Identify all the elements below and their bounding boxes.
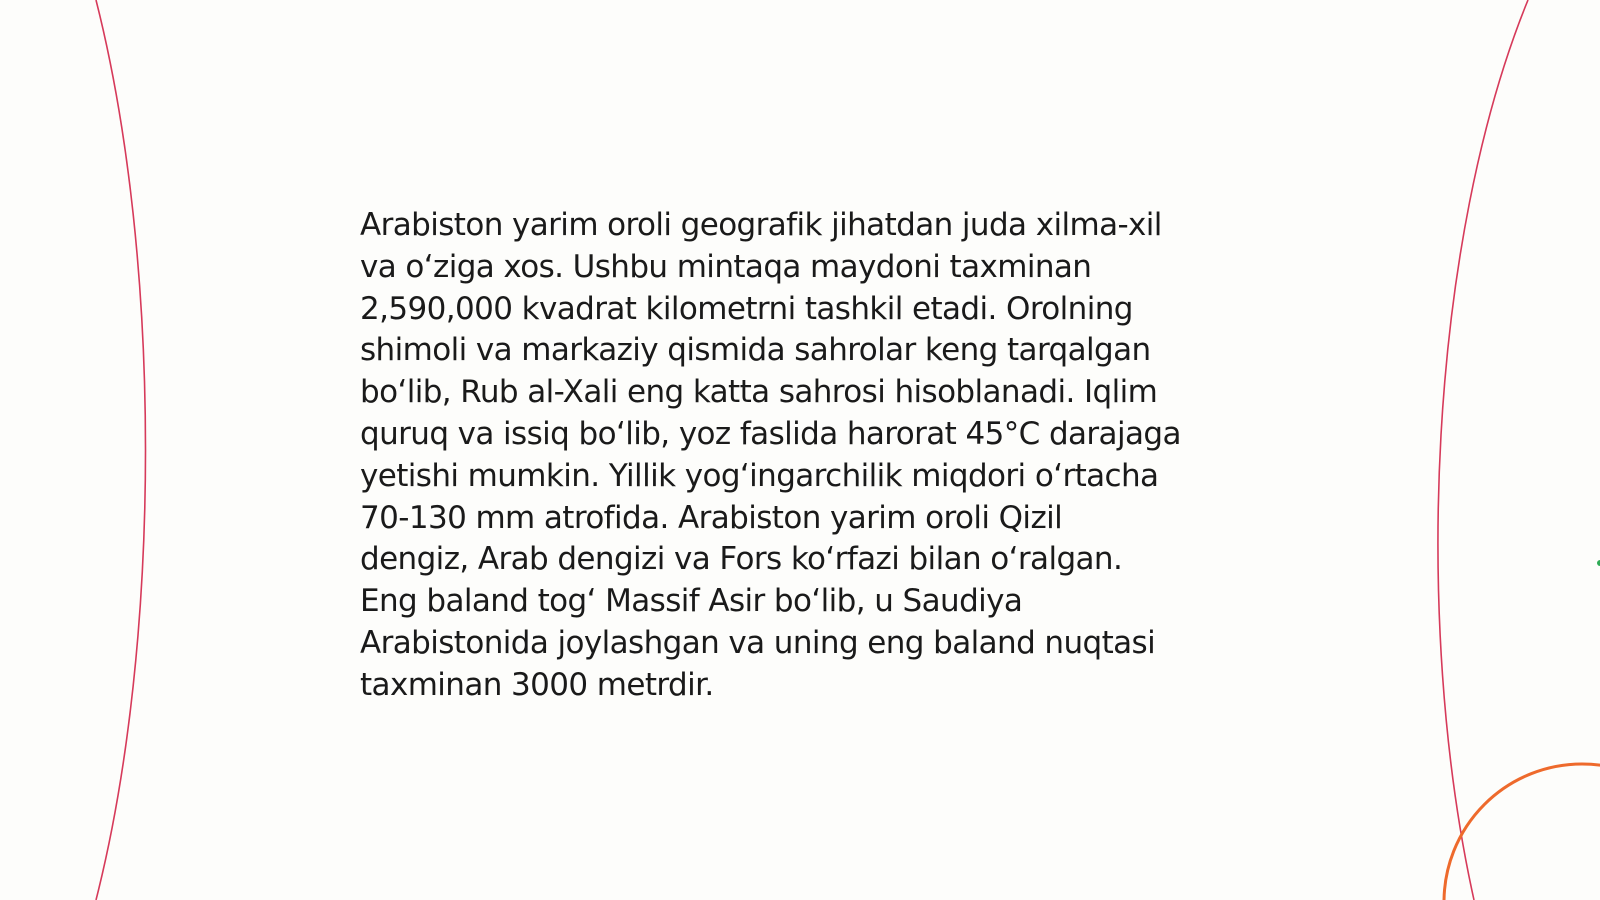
body-paragraph: Arabiston yarim oroli geografik jihatdan juda xilma-xil va o‘ziga xos. Ushbu mintaqa maydoni taxminan 2,590,000 kvadrat kilometrni tashkil etadi. Orolning shimoli va markaziy qismida sahrolar keng tarqalgan bo‘lib, Rub al-Xali eng katta sahrosi hisoblanadi. Iqlim quruq va issiq bo‘lib, yoz faslida harorat 45°C darajaga yetishi mumkin. Yillik yog‘ingarchilik miqdori o‘rtacha 70-130 mm atrofida. Arabiston yarim oroli Qizil dengiz, Arab dengizi va Fors ko‘rfazi bilan o‘ralgan. Eng baland tog‘ Massif Asir bo‘lib, u Saudiya Arabistonida joylashgan va uning eng baland nuqtasi taxminan 3000 metrdir. — [360, 207, 1181, 703]
right-curve-line — [1438, 0, 1528, 900]
orange-circle-outline — [1444, 764, 1600, 900]
left-curve-line — [96, 0, 146, 900]
